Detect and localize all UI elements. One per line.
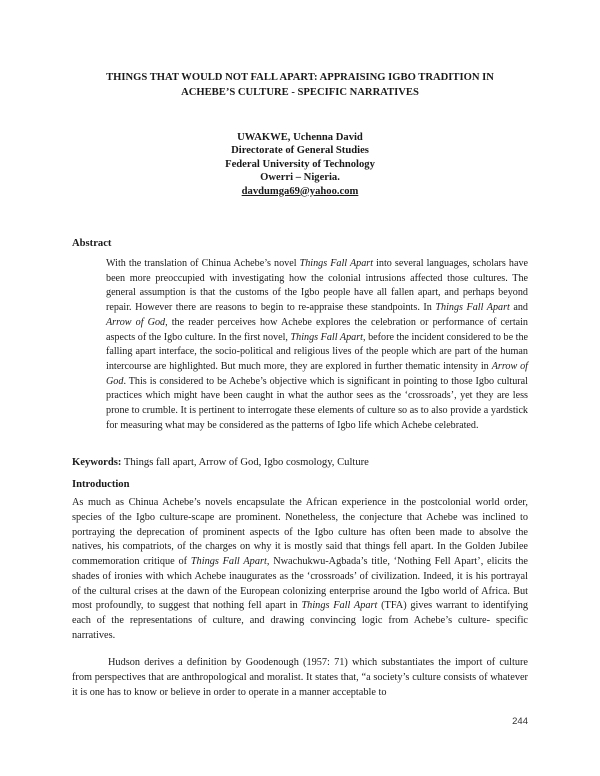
italic-title: Things Fall Apart <box>190 556 267 567</box>
keywords-text: Things fall apart, Arrow of God, Igbo cosmology, Culture <box>121 457 369 468</box>
author-department: Directorate of General Studies <box>231 145 369 157</box>
author-block <box>100 131 500 198</box>
author-name: UWAKWE, Uchenna David <box>237 132 363 143</box>
italic-title: Arrow of God <box>106 360 528 387</box>
italic-title: Arrow of God <box>106 316 166 328</box>
italic-title: Things Fall Apart <box>290 331 363 343</box>
italic-title: Things Fall Apart <box>435 302 510 314</box>
abstract-body: With the translation of Chinua Achebe’s novel Things Fall Apart into several languages, scholars have been more preoccupied with investigating how the colonial intrusions affected those cultures. The general assumption is that the customs of the Igbo people have all fallen apart, and perhaps beyond repair. However there are reasons to begin to re-appraise these standpoints. In Things Fall Apart and Arrow of God, the reader perceives how Achebe explores the celebration or performance of certain aspects of the Igbo culture. In the first novel, Things Fall Apart, before the incident considered to be the falling apart interface, the socio-political and religious lives of the people which are part of the human intercourse are highlighted. But much more, they are explored in further thematic intensity in Arrow of God. This is considered to be Achebe’s objective which is significant in pointing to those Igbo cultural practices which might have been caught in what the author sees as the ‘crossroads’, yet they are less prone to crumble. It is pertinent to interrogate these elements of culture so as to also provide a yardstick for measuring what may be considered as the patterns of Igbo life which Achebe celebrated. <box>106 258 529 431</box>
introduction-paragraph-2: Hudson derives a definition by Goodenough (1957: 71) which substantiates the import of culture from perspectives that are anthropological and moralist. It states that, “a society’s culture consists of whatever it is one has to know or believe in order to operate in a manner acceptable to <box>72 657 528 698</box>
paper-title <box>60 70 540 100</box>
italic-title: Things Fall Apart <box>299 258 374 269</box>
author-institution: Federal University of Technology <box>225 158 375 170</box>
abstract-heading: Abstract <box>72 238 112 249</box>
title-line-2: ACHEBE’S CULTURE - SPECIFIC NARRATIVES <box>181 87 419 98</box>
introduction-paragraph-1: As much as Chinua Achebe’s novels encapsulate the African experience in the postcolonial world order, species of the Igbo culture-scape are prominent. Nonetheless, the conjecture that Achebe was inclined to portraying the deprecation of prominent aspects of the Igbo culture has often been made to absolve the natives, his compatriots, of the charges on why it is mostly said that things fell apart. In the Golden Jubilee commemoration critique of Things Fall Apart, Nwachukwu-Agbada’s title, ‘Nothing Fell Apart’, elicits the shades of ironies with which Achebe inaugurates as the ‘crossroads’ of civilization. Indeed, it is his portrayal of the cultural crises at the dawn of the European colonizing enterprise around the Igbo world of Africa. But most profoundly, to suggest that nothing fell apart in Things Fall Apart (TFA) gives warrant to identifying each of the representations of culture, and drawing convincing logic from Achebe’s culture- specific narratives. <box>72 497 529 641</box>
author-email-link[interactable]: davdumga69@yahoo.com <box>241 185 359 197</box>
page-number: 244 <box>512 716 528 727</box>
introduction-heading: Introduction <box>72 479 130 490</box>
title-line-1: THINGS THAT WOULD NOT FALL APART: APPRAISING IGBO TRADITION IN <box>106 72 494 83</box>
author-location: Owerri – Nigeria. <box>260 172 340 184</box>
keywords-line <box>72 457 528 468</box>
keywords-label: Keywords: <box>72 457 122 468</box>
italic-title: Things Fall Apart <box>301 600 378 612</box>
